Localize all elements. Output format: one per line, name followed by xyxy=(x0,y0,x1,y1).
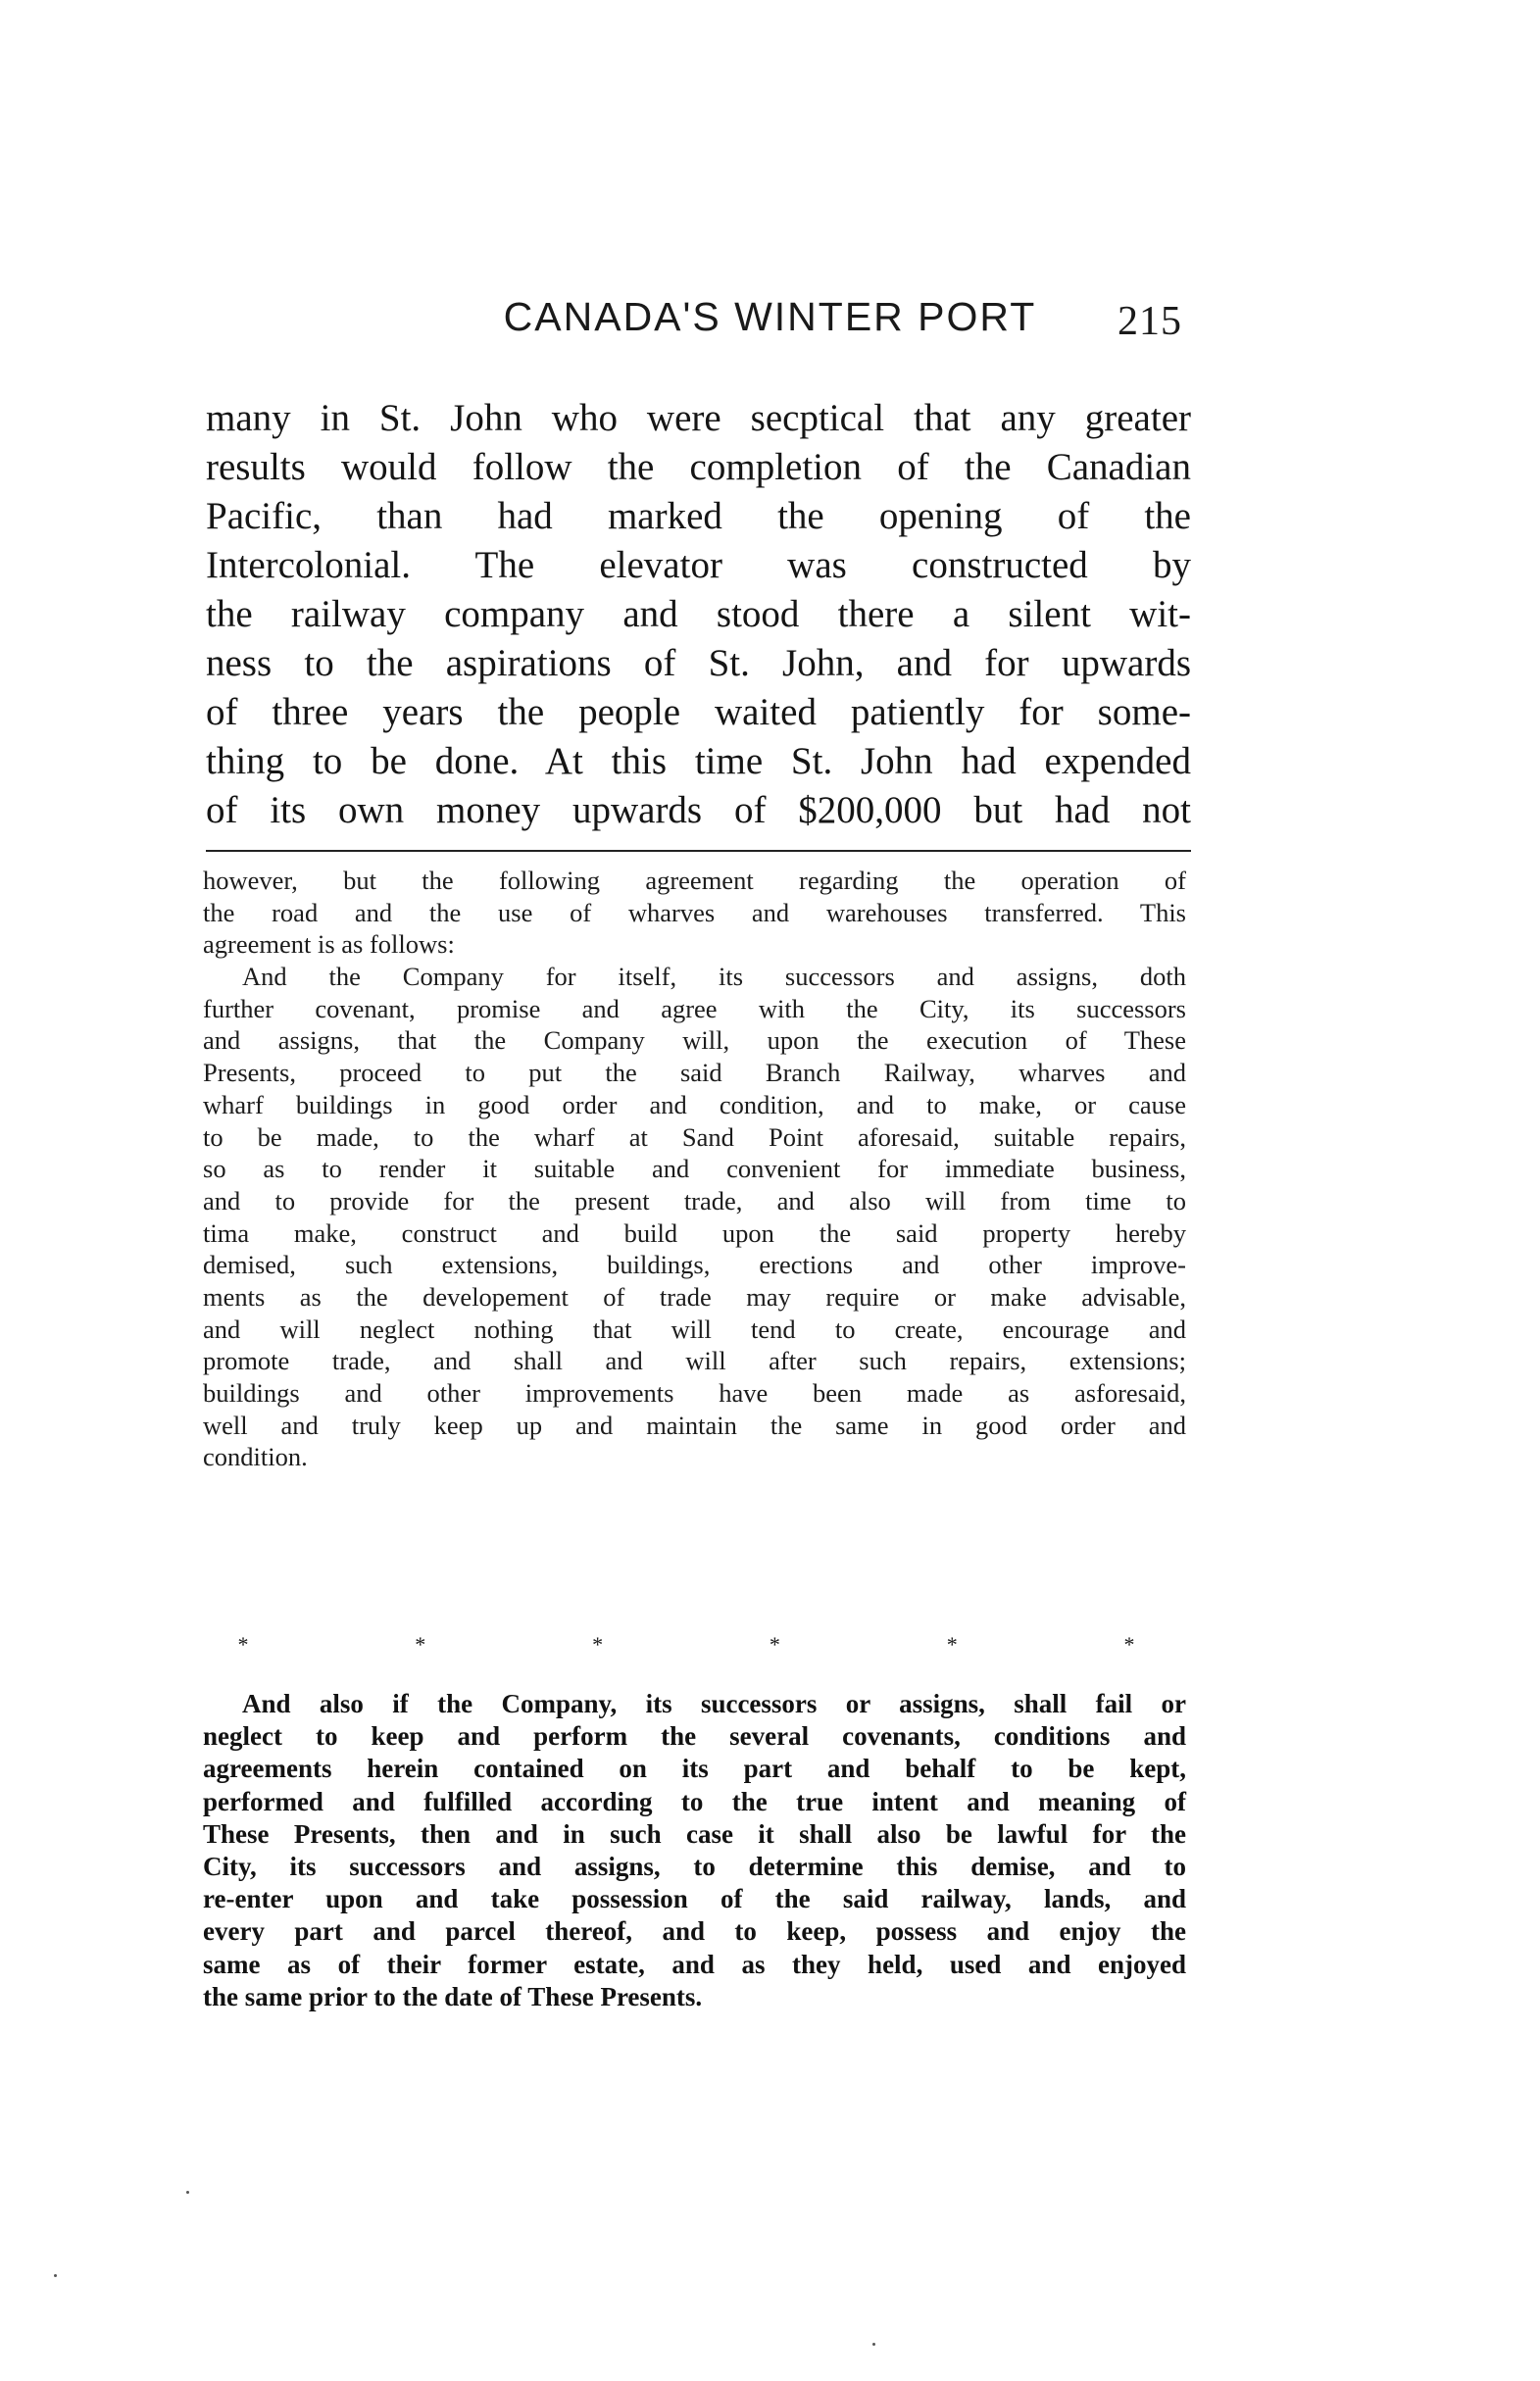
scan-speck xyxy=(186,2191,189,2194)
quote-line: performed and fulfilled according to the true intent and meaning of xyxy=(203,1786,1186,1816)
footnote xyxy=(203,865,1186,1473)
quote-line: re-enter upon and take possession of the said railway, lands, and xyxy=(203,1884,1186,1914)
body-line: Pacific, than had marked the opening of the xyxy=(206,495,1191,537)
footnote-line: to be made, to the wharf at Sand Point aforesaid, suitable repairs, xyxy=(203,1121,1186,1152)
footnote-line: demised, such extensions, buildings, erections and other improve- xyxy=(203,1250,1186,1280)
body-line: ness to the aspirations of St. John, and for upwards xyxy=(206,642,1191,684)
asterisk: * xyxy=(592,1632,604,1657)
body-line: many in St. John who were secptical that any greater xyxy=(206,397,1191,439)
footnote-line: tima make, construct and build upon the said property hereby xyxy=(203,1217,1186,1248)
quote-line: every part and parcel thereof, and to keep, possess and enjoy the xyxy=(203,1916,1186,1947)
body-line: of its own money upwards of $200,000 but had not xyxy=(206,789,1191,831)
footnote-line: agreement is as follows: xyxy=(203,929,455,960)
footnote-line: further covenant, promise and agree with the City, its successors xyxy=(203,993,1186,1023)
quote-line: These Presents, then and in such case it shall also be lawful for the xyxy=(203,1818,1186,1849)
asterisk: * xyxy=(946,1632,958,1657)
footnote-line: Presents, proceed to put the said Branch Railway, wharves and xyxy=(203,1058,1186,1088)
footnote-line: so as to render it suitable and convenient for immediate business, xyxy=(203,1154,1186,1184)
asterisk: * xyxy=(1123,1632,1135,1657)
quoted-clause xyxy=(203,1688,1186,2013)
footnote-line: and will neglect nothing that will tend to create, encourage and xyxy=(203,1314,1186,1344)
body-line: of three years the people waited patiently for some- xyxy=(206,691,1191,733)
page-header xyxy=(0,294,1540,353)
footnote-line: well and truly keep up and maintain the same in good order and xyxy=(203,1410,1186,1440)
page-number: 215 xyxy=(1118,299,1182,344)
body-line: results would follow the completion of the Canadian xyxy=(206,446,1191,488)
quote-line: City, its successors and assigns, to determine this demise, and to xyxy=(203,1851,1186,1881)
footnote-line: however, but the following agreement regarding the operation of xyxy=(203,866,1186,895)
ellipsis-asterisks xyxy=(235,1632,1137,1662)
footnote-line: and to provide for the present trade, and also will from time to xyxy=(203,1185,1186,1215)
footnote-line: buildings and other improvements have been made as asforesaid, xyxy=(203,1378,1186,1408)
asterisk: * xyxy=(769,1632,780,1657)
scan-speck xyxy=(872,2343,875,2346)
footnote-line: And the Company for itself, its successors and assigns, doth xyxy=(242,962,1186,992)
scan-speck xyxy=(54,2274,57,2277)
body-line: the railway company and stood there a silent wit- xyxy=(206,593,1191,635)
footnote-divider xyxy=(206,850,1191,852)
footnote-line: wharf buildings in good order and condition, and to make, or cause xyxy=(203,1089,1186,1119)
quote-line: agreements herein contained on its part and behalf to be kept, xyxy=(203,1754,1186,1784)
footnote-line: condition. xyxy=(203,1442,308,1472)
footnote-line: promote trade, and shall and will after such repairs, extensions; xyxy=(203,1346,1186,1376)
quote-line: neglect to keep and perform the several covenants, conditions and xyxy=(203,1721,1186,1752)
body-text xyxy=(206,394,1191,835)
quote-line: the same prior to the date of These Presents. xyxy=(203,1981,703,2011)
footnote-line: the road and the use of wharves and warehouses transferred. This xyxy=(203,897,1186,927)
quote-line: And also if the Company, its successors or assigns, shall fail or xyxy=(242,1689,1186,1718)
footnote-line: and assigns, that the Company will, upon the execution of These xyxy=(203,1025,1186,1056)
quote-line: same as of their former estate, and as they held, used and enjoyed xyxy=(203,1949,1186,1979)
footnote-line: ments as the developement of trade may require or make advisable, xyxy=(203,1281,1186,1312)
asterisk: * xyxy=(415,1632,426,1657)
body-line: thing to be done. At this time St. John had expended xyxy=(206,740,1191,782)
asterisk: * xyxy=(237,1632,249,1657)
running-title: CANADA'S WINTER PORT xyxy=(503,294,1037,339)
body-line: Intercolonial. The elevator was constructed by xyxy=(206,544,1191,586)
